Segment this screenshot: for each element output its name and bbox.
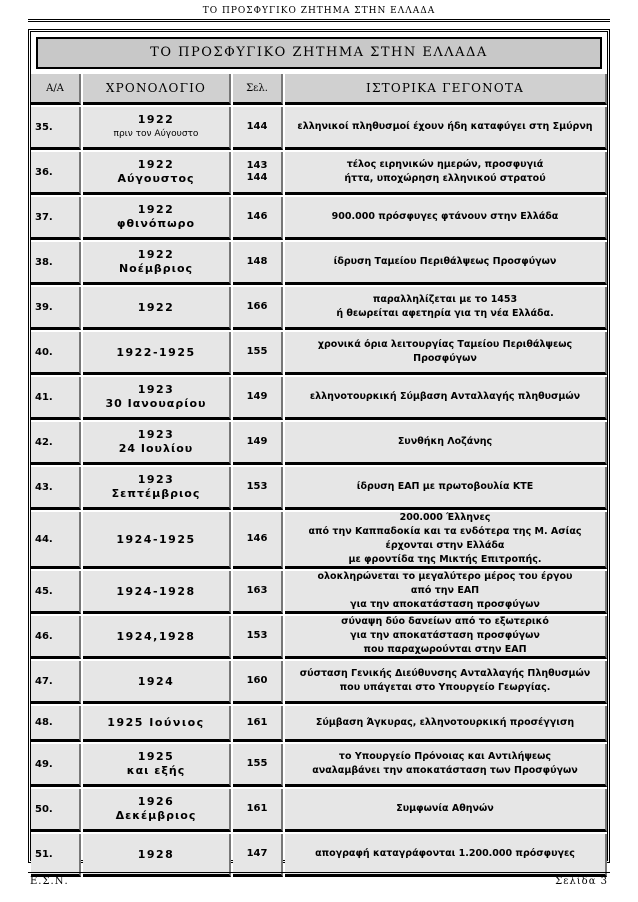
table-row bbox=[31, 706, 607, 742]
table-row bbox=[31, 422, 607, 465]
event-line: τέλος ειρηνικών ημερών, προσφυγιά bbox=[346, 159, 544, 170]
row-event bbox=[285, 789, 607, 832]
date-detail: Αύγουστος bbox=[117, 172, 195, 185]
row-page bbox=[233, 197, 283, 240]
row-date bbox=[83, 467, 231, 510]
table-row bbox=[31, 197, 607, 240]
date-year: 1922 bbox=[137, 158, 175, 171]
event-line: από την Καππαδοκία και τα ενδότερα της Μ. Ασίας bbox=[308, 526, 582, 537]
page-ref: 144 bbox=[246, 172, 268, 183]
row-event bbox=[285, 287, 607, 330]
row-num: 40. bbox=[31, 332, 81, 375]
row-date bbox=[83, 661, 231, 704]
row-date bbox=[83, 706, 231, 742]
header-rule bbox=[28, 19, 610, 20]
date-year: 1924-1925 bbox=[116, 532, 196, 546]
event-line: 900.000 πρόσφυγες φτάνουν στην Ελλάδα bbox=[331, 211, 559, 222]
header-date: ΧΡΟΝΟΛΟΓΙΟ bbox=[83, 74, 231, 105]
date-year: 1925 Ιούνιος bbox=[107, 716, 205, 729]
row-page bbox=[233, 571, 283, 614]
event-line: ίδρυση ΕΑΠ με πρωτοβουλία ΚΤΕ bbox=[356, 481, 534, 492]
table-row bbox=[31, 744, 607, 787]
header-rule-second bbox=[28, 21, 610, 22]
date-year: 1928 bbox=[137, 847, 175, 861]
table-row bbox=[31, 332, 607, 375]
date-year: 1923 bbox=[137, 383, 175, 396]
row-page bbox=[233, 661, 283, 704]
row-num: 39. bbox=[31, 287, 81, 330]
date-year: 1922 bbox=[137, 300, 175, 314]
date-year: 1924,1928 bbox=[116, 629, 196, 643]
row-date bbox=[83, 744, 231, 787]
row-num: 44. bbox=[31, 512, 81, 569]
row-num: 43. bbox=[31, 467, 81, 510]
row-date bbox=[83, 616, 231, 659]
event-line: που παραχωρούνται στην ΕΑΠ bbox=[363, 644, 527, 655]
row-event bbox=[285, 197, 607, 240]
page-number: Σελίδα 3 bbox=[555, 876, 608, 887]
table-row bbox=[31, 571, 607, 614]
row-page bbox=[233, 512, 283, 569]
row-date bbox=[83, 789, 231, 832]
date-year: 1923 bbox=[137, 473, 175, 486]
row-event bbox=[285, 661, 607, 704]
row-event bbox=[285, 242, 607, 285]
page-ref: 148 bbox=[246, 256, 268, 267]
event-line: 200.000 Έλληνες bbox=[399, 512, 491, 523]
table-header-row bbox=[31, 74, 607, 105]
page-ref: 143 bbox=[246, 160, 268, 171]
page-ref: 153 bbox=[246, 630, 268, 641]
row-num: 48. bbox=[31, 706, 81, 742]
running-header: ΤΟ ΠΡΟΣΦΥΓΙΚΟ ΖΗΤΗΜΑ ΣΤΗΝ ΕΛΛΑΔΑ bbox=[202, 6, 436, 16]
table-row bbox=[31, 789, 607, 832]
page-ref: 144 bbox=[246, 121, 268, 132]
date-detail: 30 Ιανουαρίου bbox=[105, 397, 207, 410]
page-ref: 153 bbox=[246, 481, 268, 492]
date-detail: Δεκέμβριος bbox=[115, 809, 197, 822]
event-line: σύναψη δύο δανείων από το εξωτερικό bbox=[341, 616, 549, 627]
row-date bbox=[83, 107, 231, 150]
table-row bbox=[31, 287, 607, 330]
table-row bbox=[31, 616, 607, 659]
date-detail: πριν τον Αύγουστο bbox=[113, 129, 199, 139]
table-row bbox=[31, 834, 607, 877]
table-row bbox=[31, 512, 607, 569]
footer-left: Ε.Σ.Ν. bbox=[30, 876, 69, 887]
row-page bbox=[233, 422, 283, 465]
header-num: Α/Α bbox=[31, 74, 81, 105]
row-date bbox=[83, 571, 231, 614]
page-ref: 155 bbox=[246, 346, 268, 357]
event-line: Συνθήκη Λοζάνης bbox=[397, 436, 493, 447]
page-ref: 149 bbox=[246, 391, 268, 402]
row-date bbox=[83, 377, 231, 420]
event-line: το Υπουργείο Πρόνοιας και Αντιλήψεως bbox=[338, 751, 552, 762]
row-page bbox=[233, 616, 283, 659]
row-page bbox=[233, 242, 283, 285]
table-row bbox=[31, 242, 607, 285]
event-line: ολοκληρώνεται το μεγαλύτερο μέρος του έργου bbox=[317, 571, 573, 582]
event-line: για την αποκατάσταση προσφύγων bbox=[350, 630, 540, 641]
header-page: Σελ. bbox=[233, 74, 283, 105]
event-line: από την ΕΑΠ bbox=[410, 585, 480, 596]
page-ref: 149 bbox=[246, 436, 268, 447]
date-year: 1922 bbox=[137, 113, 175, 126]
date-year: 1922-1925 bbox=[116, 345, 196, 359]
date-year: 1923 bbox=[137, 428, 175, 441]
page-ref: 163 bbox=[246, 585, 268, 596]
row-num: 51. bbox=[31, 834, 81, 877]
row-num: 42. bbox=[31, 422, 81, 465]
table-title: ΤΟ ΠΡΟΣΦΥΓΙΚΟ ΖΗΤΗΜΑ ΣΤΗΝ ΕΛΛΑΔΑ bbox=[36, 37, 602, 69]
date-detail: Νοέμβριος bbox=[118, 262, 194, 275]
row-event bbox=[285, 834, 607, 877]
event-line: παραλληλίζεται με το 1453 bbox=[372, 294, 518, 305]
event-line: αναλαμβάνει την αποκατάσταση των Προσφύγων bbox=[312, 765, 578, 776]
row-event bbox=[285, 706, 607, 742]
row-num: 47. bbox=[31, 661, 81, 704]
row-num: 49. bbox=[31, 744, 81, 787]
page-ref: 147 bbox=[246, 848, 268, 859]
row-event bbox=[285, 332, 607, 375]
row-date bbox=[83, 332, 231, 375]
table-row bbox=[31, 152, 607, 195]
row-event bbox=[285, 512, 607, 569]
event-line: Συμφωνία Αθηνών bbox=[396, 803, 494, 814]
row-date bbox=[83, 422, 231, 465]
table-row bbox=[31, 467, 607, 510]
footer-rule bbox=[28, 872, 610, 873]
date-detail: φθινόπωρο bbox=[116, 217, 196, 230]
event-line: Προσφύγων bbox=[413, 353, 477, 364]
event-line: έρχονται στην Ελλάδα bbox=[385, 540, 505, 551]
row-date bbox=[83, 834, 231, 877]
page-ref: 161 bbox=[246, 803, 268, 814]
row-num: 41. bbox=[31, 377, 81, 420]
row-date bbox=[83, 242, 231, 285]
event-line: ελληνικοί πληθυσμοί έχουν ήδη καταφύγει στη Σμύρνη bbox=[297, 121, 593, 132]
event-line: Σύμβαση Άγκυρας, ελληνοτουρκική προσέγγιση bbox=[315, 716, 575, 728]
page-ref: 146 bbox=[246, 211, 268, 222]
row-page bbox=[233, 744, 283, 787]
row-date bbox=[83, 152, 231, 195]
row-num: 37. bbox=[31, 197, 81, 240]
row-num: 45. bbox=[31, 571, 81, 614]
page-ref: 161 bbox=[246, 716, 268, 728]
table-row bbox=[31, 107, 607, 150]
header-event: ΙΣΤΟΡΙΚΑ ΓΕΓΟΝΟΤΑ bbox=[285, 74, 607, 105]
row-page bbox=[233, 834, 283, 877]
row-page bbox=[233, 107, 283, 150]
page-ref: 155 bbox=[246, 758, 268, 769]
row-event bbox=[285, 467, 607, 510]
event-line: ήττα, υποχώρηση ελληνικού στρατού bbox=[344, 173, 546, 184]
row-event bbox=[285, 571, 607, 614]
row-page bbox=[233, 789, 283, 832]
row-num: 50. bbox=[31, 789, 81, 832]
event-line: ίδρυση Ταμείου Περιθάλψεως Προσφύγων bbox=[333, 256, 557, 267]
row-date bbox=[83, 287, 231, 330]
date-detail: Σεπτέμβριος bbox=[111, 487, 201, 500]
row-num: 36. bbox=[31, 152, 81, 195]
table-row bbox=[31, 661, 607, 704]
row-page bbox=[233, 332, 283, 375]
date-detail: 24 Ιουλίου bbox=[118, 442, 194, 455]
row-page bbox=[233, 467, 283, 510]
event-line: ελληνοτουρκική Σύμβαση Ανταλλαγής πληθυσμών bbox=[309, 391, 581, 402]
row-date bbox=[83, 512, 231, 569]
event-line: ή θεωρείται αφετηρία για τη νέα Ελλάδα. bbox=[336, 308, 554, 319]
row-event bbox=[285, 422, 607, 465]
date-year: 1925 bbox=[137, 750, 175, 763]
page-ref: 166 bbox=[246, 301, 268, 312]
row-event bbox=[285, 107, 607, 150]
date-year: 1926 bbox=[137, 795, 175, 808]
event-line: που υπάγεται στο Υπουργείο Γεωργίας. bbox=[339, 682, 551, 693]
row-event bbox=[285, 377, 607, 420]
event-line: με φροντίδα της Μικτής Επιτροπής. bbox=[348, 554, 542, 565]
chronology-table bbox=[28, 29, 610, 863]
event-line: χρονικά όρια λειτουργίας Ταμείου Περιθάλψεως bbox=[317, 339, 573, 350]
row-page bbox=[233, 377, 283, 420]
date-year: 1924-1928 bbox=[116, 584, 196, 598]
row-page bbox=[233, 706, 283, 742]
row-page bbox=[233, 152, 283, 195]
event-line: απογραφή καταγράφονται 1.200.000 πρόσφυγες bbox=[315, 848, 575, 859]
page-ref: 146 bbox=[246, 533, 268, 544]
row-page bbox=[233, 287, 283, 330]
row-num: 46. bbox=[31, 616, 81, 659]
date-year: 1922 bbox=[137, 203, 175, 216]
page-ref: 160 bbox=[246, 675, 268, 686]
date-year: 1922 bbox=[137, 248, 175, 261]
table-row bbox=[31, 377, 607, 420]
row-num: 38. bbox=[31, 242, 81, 285]
row-event bbox=[285, 744, 607, 787]
row-date bbox=[83, 197, 231, 240]
row-num: 35. bbox=[31, 107, 81, 150]
date-year: 1924 bbox=[137, 674, 175, 688]
event-line: για την αποκατάσταση προσφύγων bbox=[350, 599, 540, 610]
row-event bbox=[285, 152, 607, 195]
date-detail: και εξής bbox=[126, 764, 186, 777]
row-event bbox=[285, 616, 607, 659]
event-line: σύσταση Γενικής Διεύθυνσης Ανταλλαγής Πληθυσμών bbox=[299, 668, 591, 679]
